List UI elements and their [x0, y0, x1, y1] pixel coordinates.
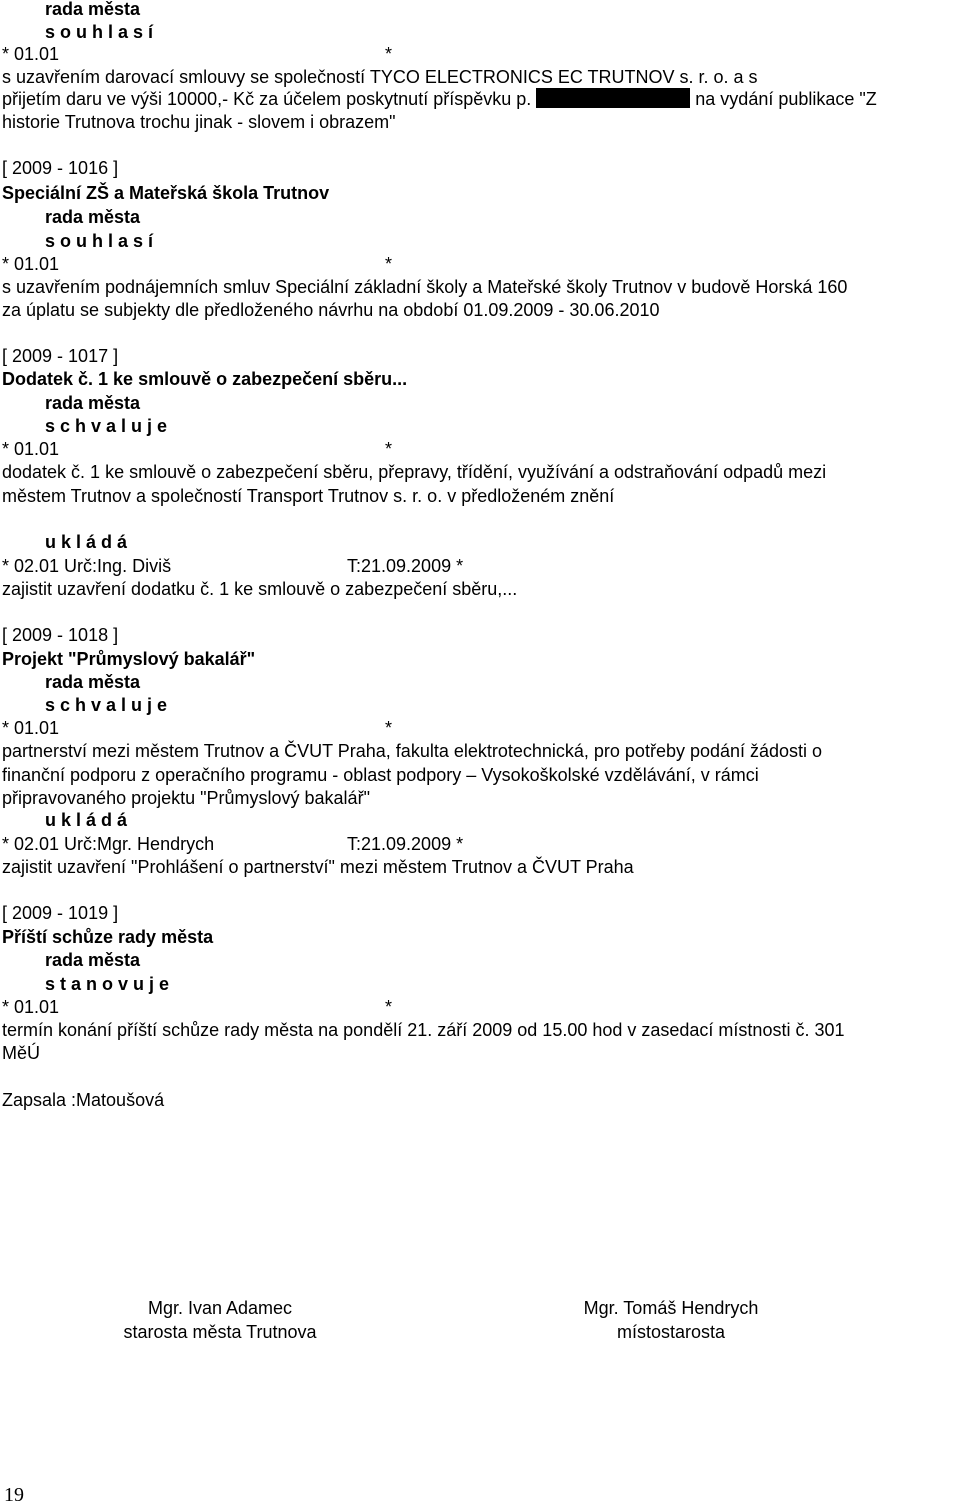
item-star: *: [385, 439, 393, 459]
signatory-role: místostarosta: [616, 1322, 726, 1342]
task-verb: u k l á d á: [45, 810, 128, 830]
item-number: * 01.01: [2, 44, 60, 64]
task-deadline: T:21.09.2009 *: [347, 834, 464, 854]
resolution-text: dodatek č. 1 ke smlouvě o zabezpečení sběru, přepravy, třídění, využívání a odstraňování odpadů mezi: [2, 462, 827, 482]
resolution-verb: s c h v a l u j e: [45, 695, 168, 715]
task-verb: u k l á d á: [45, 532, 128, 552]
council-label: rada města: [45, 672, 141, 692]
resolution-number: [ 2009 - 1019 ]: [2, 903, 119, 923]
council-label: rada města: [45, 393, 141, 413]
recorder-note: Zapsala :Matoušová: [2, 1090, 165, 1110]
task-item: * 02.01 Urč:Ing. Diviš: [2, 556, 172, 576]
resolution-verb: s o u h l a s í: [45, 22, 154, 42]
item-star: *: [385, 718, 393, 738]
task-deadline: T:21.09.2009 *: [347, 556, 464, 576]
resolution-title: Speciální ZŠ a Mateřská škola Trutnov: [2, 183, 330, 203]
resolution-title: Dodatek č. 1 ke smlouvě o zabezpečení sběru...: [2, 369, 408, 389]
resolution-text: MěÚ: [2, 1043, 41, 1063]
council-label: rada města: [45, 950, 141, 970]
redaction-bar: [536, 88, 690, 108]
resolution-number: [ 2009 - 1017 ]: [2, 346, 119, 366]
resolution-number: [ 2009 - 1016 ]: [2, 158, 119, 178]
resolution-number: [ 2009 - 1018 ]: [2, 625, 119, 645]
resolution-text: za úplatu se subjekty dle předloženého návrhu na období 01.09.2009 - 30.06.2010: [2, 300, 660, 320]
page-number: 19: [4, 1484, 24, 1506]
resolution-text: partnerství mezi městem Trutnov a ČVUT Praha, fakulta elektrotechnická, pro potřeby podání žádosti o: [2, 741, 823, 761]
resolution-verb: s c h v a l u j e: [45, 416, 168, 436]
task-text: zajistit uzavření "Prohlášení o partnerství" mezi městem Trutnov a ČVUT Praha: [2, 857, 634, 877]
signatory-name: Mgr. Tomáš Hendrych: [583, 1298, 759, 1318]
resolution-text: finanční podporu z operačního programu - oblast podpory – Vysokoškolské vzdělávání, v rámci: [2, 765, 759, 785]
council-label: rada města: [45, 0, 141, 19]
council-label: rada města: [45, 207, 141, 227]
item-star: *: [385, 44, 393, 64]
resolution-text: připravovaného projektu "Průmyslový bakalář": [2, 788, 370, 808]
resolution-verb: s t a n o v u j e: [45, 974, 170, 994]
item-number: * 01.01: [2, 997, 60, 1017]
resolution-text: s uzavřením darovací smlouvy se společností TYCO ELECTRONICS EC TRUTNOV s. r. o. a s: [2, 67, 758, 87]
resolution-text: termín konání příští schůze rady města na pondělí 21. září 2009 od 15.00 hod v zasedací místnosti č. 301: [2, 1020, 845, 1040]
item-number: * 01.01: [2, 718, 60, 738]
signatory-role: starosta města Trutnova: [123, 1322, 317, 1342]
item-number: * 01.01: [2, 254, 60, 274]
resolution-text: s uzavřením podnájemních smluv Speciální základní školy a Mateřské školy Trutnov v budově Horská 160: [2, 277, 848, 297]
item-number: * 01.01: [2, 439, 60, 459]
task-text: zajistit uzavření dodatku č. 1 ke smlouvě o zabezpečení sběru,...: [2, 579, 518, 599]
resolution-text: přijetím daru ve výši 10000,- Kč za účelem poskytnutí příspěvku p.: [2, 89, 532, 109]
resolution-text: na vydání publikace "Z: [695, 89, 877, 109]
resolution-verb: s o u h l a s í: [45, 231, 154, 251]
item-star: *: [385, 254, 393, 274]
signature-left: [110, 1296, 330, 1344]
resolution-text: městem Trutnov a společností Transport Trutnov s. r. o. v předloženém znění: [2, 486, 615, 506]
signature-right: [561, 1296, 781, 1344]
resolution-text-redacted-line: [2, 88, 877, 110]
item-star: *: [385, 997, 393, 1017]
signatory-name: Mgr. Ivan Adamec: [147, 1298, 293, 1318]
resolution-title: Projekt "Průmyslový bakalář": [2, 649, 256, 669]
resolution-title: Příští schůze rady města: [2, 927, 214, 947]
resolution-text: historie Trutnova trochu jinak - slovem i obrazem": [2, 112, 396, 132]
task-item: * 02.01 Urč:Mgr. Hendrych: [2, 834, 215, 854]
